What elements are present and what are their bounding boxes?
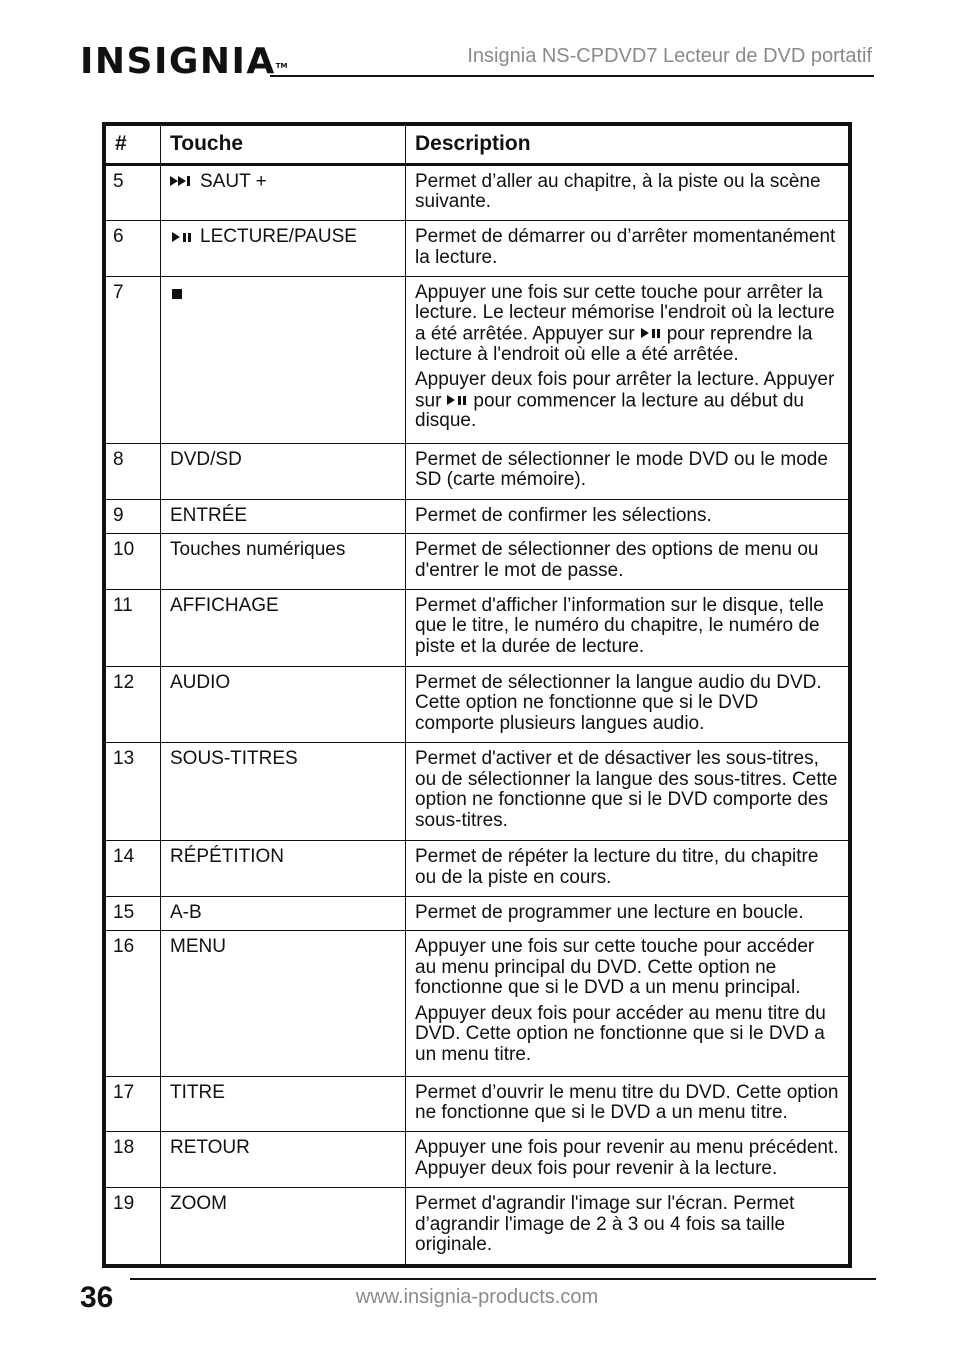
play-pause-icon	[445, 391, 469, 412]
row-key: LECTURE/PAUSE	[161, 221, 406, 277]
table-header-row	[106, 126, 849, 165]
row-key: TITRE	[161, 1076, 406, 1132]
row-description: Permet d’aller au chapitre, à la piste ou la scène suivante.	[406, 164, 849, 221]
play-pause-icon	[170, 231, 194, 243]
button-description-table	[102, 122, 852, 1268]
row-key: SAUT +	[161, 164, 406, 221]
row-description: Permet de confirmer les sélections.	[406, 499, 849, 534]
row-description: Permet d'activer et de désactiver les sous-titres, ou de sélectionner la langue des sous-titres. Cette option ne fonctionne que si le DVD comporte des sous-titres.	[406, 743, 849, 841]
row-key: RETOUR	[161, 1132, 406, 1188]
row-number: 9	[106, 499, 161, 534]
row-description: Permet de démarrer ou d’arrêter momentanément la lecture.	[406, 221, 849, 277]
column-header-description: Description	[406, 126, 849, 165]
row-key: AFFICHAGE	[161, 589, 406, 666]
table-row	[106, 1188, 849, 1265]
row-key: ZOOM	[161, 1188, 406, 1265]
row-key: A-B	[161, 896, 406, 931]
row-description: Permet de sélectionner la langue audio du DVD. Cette option ne fonctionne que si le DVD comporte plusieurs langues audio.	[406, 666, 849, 743]
row-number: 11	[106, 589, 161, 666]
table-row	[106, 499, 849, 534]
page-header-title: Insignia NS-CPDVD7 Lecteur de DVD portatif	[467, 45, 872, 67]
row-description: Permet d’ouvrir le menu titre du DVD. Cette option ne fonctionne que si le DVD a un menu titre.	[406, 1076, 849, 1132]
row-description: Permet de programmer une lecture en boucle.	[406, 896, 849, 931]
row-number: 10	[106, 534, 161, 590]
table-row	[106, 221, 849, 277]
table-row	[106, 841, 849, 897]
row-number: 12	[106, 666, 161, 743]
row-description: Appuyer une fois pour revenir au menu précédent. Appuyer deux fois pour revenir à la lecture.	[406, 1132, 849, 1188]
table-row	[106, 589, 849, 666]
table-row	[106, 164, 849, 221]
row-number: 6	[106, 221, 161, 277]
row-number: 18	[106, 1132, 161, 1188]
table-row	[106, 1076, 849, 1132]
row-number: 8	[106, 443, 161, 499]
row-description: Appuyer une fois sur cette touche pour accéder au menu principal du DVD. Cette option ne fonctionne que si le DVD a un menu principal. Appuyer deux fois pour accéder au menu titre du DVD. Cette option ne fonctionne que si le DVD a un menu titre.	[406, 931, 849, 1076]
footer-divider	[130, 1278, 876, 1280]
table-row	[106, 666, 849, 743]
table-row	[106, 743, 849, 841]
row-key: SOUS-TITRES	[161, 743, 406, 841]
row-number: 17	[106, 1076, 161, 1132]
play-pause-icon	[639, 324, 663, 345]
table-row	[106, 1132, 849, 1188]
insignia-logo: INSIGNIA™	[80, 41, 288, 82]
table-row	[106, 931, 849, 1076]
row-description: Permet d'agrandir l'image sur l'écran. Permet d’agrandir l'image de 2 à 3 ou 4 fois sa taille originale.	[406, 1188, 849, 1265]
row-description: Permet de sélectionner le mode DVD ou le mode SD (carte mémoire).	[406, 443, 849, 499]
row-key: Touches numériques	[161, 534, 406, 590]
footer-url: www.insignia-products.com	[355, 1286, 599, 1308]
row-key: MENU	[161, 931, 406, 1076]
column-header-key: Touche	[161, 126, 406, 165]
row-key: RÉPÉTITION	[161, 841, 406, 897]
table-row	[106, 443, 849, 499]
row-number: 16	[106, 931, 161, 1076]
row-key	[161, 276, 406, 443]
table-row	[106, 896, 849, 931]
row-description: Appuyer une fois sur cette touche pour arrêter la lecture. Le lecteur mémorise l'endroit où la lecture a été arrêtée. Appuyer sur pour reprendre la lecture à l'endroit où elle a été arrêtée. Appuyer deux fois pour arrêter la lecture. Appuyer sur pour commencer la lecture au début du disque.	[406, 276, 849, 443]
row-number: 7	[106, 276, 161, 443]
row-number: 13	[106, 743, 161, 841]
skip-forward-icon	[170, 175, 194, 187]
row-description: Permet de répéter la lecture du titre, du chapitre ou de la piste en cours.	[406, 841, 849, 897]
row-number: 5	[106, 164, 161, 221]
header-divider	[270, 75, 874, 77]
row-number: 19	[106, 1188, 161, 1265]
row-description: Permet de sélectionner des options de menu ou d'entrer le mot de passe.	[406, 534, 849, 590]
row-description: Permet d'afficher l’information sur le disque, telle que le titre, le numéro du chapitre, le numéro de piste et la durée de lecture.	[406, 589, 849, 666]
table-row	[106, 534, 849, 590]
table-row	[106, 276, 849, 443]
row-key: ENTRÉE	[161, 499, 406, 534]
row-number: 14	[106, 841, 161, 897]
column-header-number: #	[106, 126, 161, 165]
row-number: 15	[106, 896, 161, 931]
row-key: DVD/SD	[161, 443, 406, 499]
page-number: 36	[80, 1281, 114, 1314]
stop-icon	[170, 286, 184, 300]
row-key: AUDIO	[161, 666, 406, 743]
